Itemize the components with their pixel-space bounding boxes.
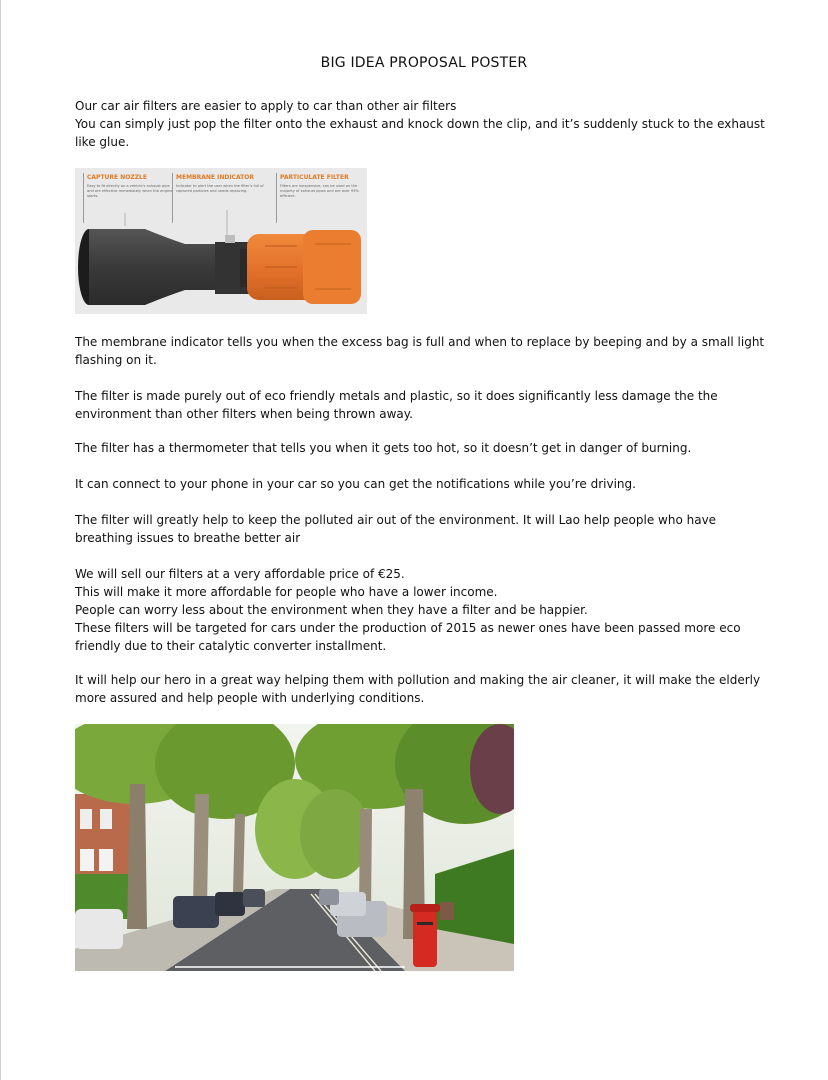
infographic-heading: MEMBRANE INDICATOR xyxy=(176,174,254,181)
infographic-heading: CAPTURE NOZZLE xyxy=(87,174,147,181)
intro-paragraph xyxy=(75,97,765,151)
phone-paragraph: It can connect to your phone in your car so you can get the notifications while you’re driving. xyxy=(75,477,636,491)
street-illustration xyxy=(75,724,514,971)
pollution-paragraph: The filter will greatly help to keep the polluted air out of the environment. It will Lao help people who have breathing issues to breathe better air xyxy=(75,513,717,545)
pricing-line: People can worry less about the environment when they have a filter and be happier. xyxy=(75,603,588,617)
pricing-paragraph xyxy=(75,565,765,655)
infographic-caption: Easy to fit directly on a vehicle's exhaust pipe and are effective immediately when the engine starts. xyxy=(87,184,173,198)
pricing-line: This will make it more affordable for people who have a lower income. xyxy=(75,585,498,599)
page-title: BIG IDEA PROPOSAL POSTER xyxy=(320,55,528,71)
intro-line-2: You can simply just pop the filter onto the exhaust and knock down the clip, and it’s suddenly stuck to the exhaust like glue. xyxy=(75,117,765,149)
exhaust-filter-illustration xyxy=(75,168,367,314)
infographic-caption: Filters are inexpensive, can be used on the majority of exhaust pipes and are over 99% efficient. xyxy=(280,184,359,198)
pricing-line: We will sell our filters at a very affordable price of €25. xyxy=(75,567,405,581)
pricing-line: These filters will be targeted for cars under the production of 2015 as newer ones have been passed more eco friendly due to their catalytic converter installment. xyxy=(75,621,741,653)
hero-paragraph: It will help our hero in a great way helping them with pollution and making the air cleaner, it will make the elderly more assured and help people with underlying conditions. xyxy=(75,673,761,705)
intro-line-1: Our car air filters are easier to apply to car than other air filters xyxy=(75,99,457,113)
eco-paragraph: The filter is made purely out of eco friendly metals and plastic, so it does significantly less damage the the environment than other filters when being thrown away. xyxy=(75,389,718,421)
tree-lined-street-photo xyxy=(75,724,514,971)
filter-infographic xyxy=(75,168,367,314)
infographic-caption: Indicator to alert the user when the filter's full of captured particles and needs replacing. xyxy=(176,184,264,193)
page-edge xyxy=(0,0,1,1080)
membrane-paragraph: The membrane indicator tells you when the excess bag is full and when to replace by beeping and by a small light flashing on it. xyxy=(75,335,765,367)
infographic-heading: PARTICULATE FILTER xyxy=(280,174,349,181)
thermometer-paragraph: The filter has a thermometer that tells you when it gets too hot, so it doesn’t get in danger of burning. xyxy=(75,441,692,455)
